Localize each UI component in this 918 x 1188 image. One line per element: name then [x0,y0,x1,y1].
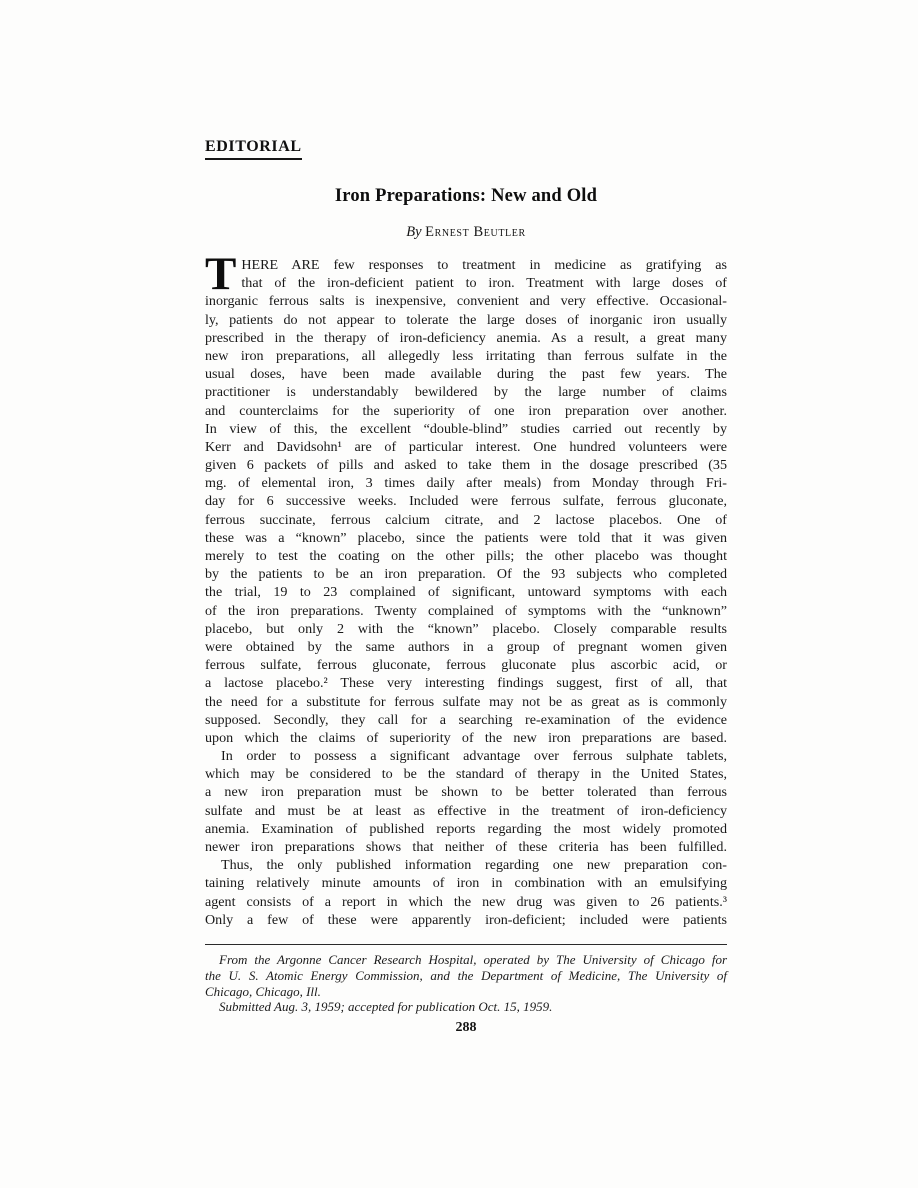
text-line: In order to possess a significant advantage over ferrous sulphate tablets, [221,748,727,765]
text-line: new iron preparations, all allegedly less irritating than ferrous sulfate in the [205,347,727,364]
byline-prefix: By [406,224,422,240]
text-line: usual doses, have been made available during the past few years. The [205,366,727,383]
text-line: Only a few of these were apparently iron-deficient; included were patients [205,911,727,928]
text-line: a lactose placebo.² These very interesting findings suggest, first of all, that [205,675,727,692]
text-line: From the Argonne Cancer Research Hospital, operated by The University of Chicago for [219,952,727,967]
text-line: taining relatively minute amounts of iron in combination with an emulsifying [205,875,727,892]
paragraph [205,999,727,1015]
section-heading: EDITORIAL [205,138,302,160]
text-line: the need for a substitute for ferrous sulfate may not be as great as is commonly [205,693,727,710]
text-line: newer iron preparations shows that neither of these criteria has been fulfilled. [205,839,727,855]
text-line: ly, patients do not appear to tolerate the large doses of inorganic iron usually [205,311,727,328]
text-line: ferrous succinate, ferrous calcium citrate, and 2 lactose placebos. One of [205,511,727,528]
text-line: HERE ARE few responses to treatment in medicine as gratifying as [241,257,727,273]
text-line: agent consists of a report in which the new drug was given to 26 patients.³ [205,893,727,910]
text-line: Thus, the only published information regarding one new preparation con- [221,857,727,874]
text-line: mg. of elemental iron, 3 times daily after meals) from Monday through Fri- [205,475,727,492]
text-line: Kerr and Davidsohn¹ are of particular interest. One hundred volunteers were [205,438,727,455]
article-title: Iron Preparations: New and Old [334,186,598,206]
text-line: day for 6 successive weeks. Included were ferrous sulfate, ferrous gluconate, [205,493,727,510]
byline [205,224,727,241]
text-line: In view of this, the excellent “double-blind” studies carried out recently by [205,420,727,437]
text-line: which may be considered to be the standard of therapy in the United States, [205,766,727,783]
text-line: the trial, 19 to 23 complained of significant, untoward symptoms with each [205,584,727,601]
text-line: upon which the claims of superiority of the new iron preparations are based. [205,729,727,746]
paragraph [205,747,727,856]
text-line: that of the iron-deficient patient to iron. Treatment with large doses of [241,275,727,292]
text-line: Chicago, Chicago, Ill. [205,983,321,999]
footnote-divider [205,944,727,945]
text-line: a new iron preparation must be shown to be better tolerated than ferrous [205,784,727,801]
drop-cap: T [205,248,237,300]
author-name: Ernest Beutler [425,224,526,240]
paragraph [205,248,727,747]
page-number: 288 [455,1020,477,1035]
text-line: by the patients to be an iron preparation. Of the 93 subjects who completed [205,566,727,583]
text-line: prescribed in the therapy of iron-deficiency anemia. As a result, a great many [205,329,727,346]
text-line: and counterclaims for the superiority of one iron preparation over another. [205,402,727,419]
text-line: placebo, but only 2 with the “known” placebo. Closely comparable results [205,620,727,637]
text-line: were obtained by the same authors in a group of pregnant women given [205,638,727,655]
text-line: practitioner is understandably bewildered by the large number of claims [205,384,727,401]
text-line: Submitted Aug. 3, 1959; accepted for publication Oct. 15, 1959. [219,999,553,1015]
text-line: supposed. Secondly, they call for a searching re-examination of the evidence [205,711,727,728]
paragraph [205,952,727,999]
text-line: merely to test the coating on the other pills; the other placebo was thought [205,548,727,564]
text-line: of the iron preparations. Twenty complained of symptoms with the “unknown” [205,602,727,619]
text-line: sulfate and must be at least as effective in the treatment of iron-deficiency [205,802,727,819]
text-line: ferrous sulfate, ferrous gluconate, ferrous gluconate plus ascorbic acid, or [205,657,727,674]
text-line: anemia. Examination of published reports regarding the most widely promoted [205,820,727,837]
text-line: the U. S. Atomic Energy Commission, and the Department of Medicine, The University of [205,967,727,983]
text-line: these was a “known” placebo, since the patients were told that it was given [205,529,727,546]
footnote [205,952,727,1015]
paragraph [205,856,727,929]
text-line: inorganic ferrous salts is inexpensive, convenient and very effective. Occasional- [205,293,727,310]
article-body [205,248,727,929]
text-line: given 6 packets of pills and asked to take them in the dosage prescribed (35 [205,457,727,474]
